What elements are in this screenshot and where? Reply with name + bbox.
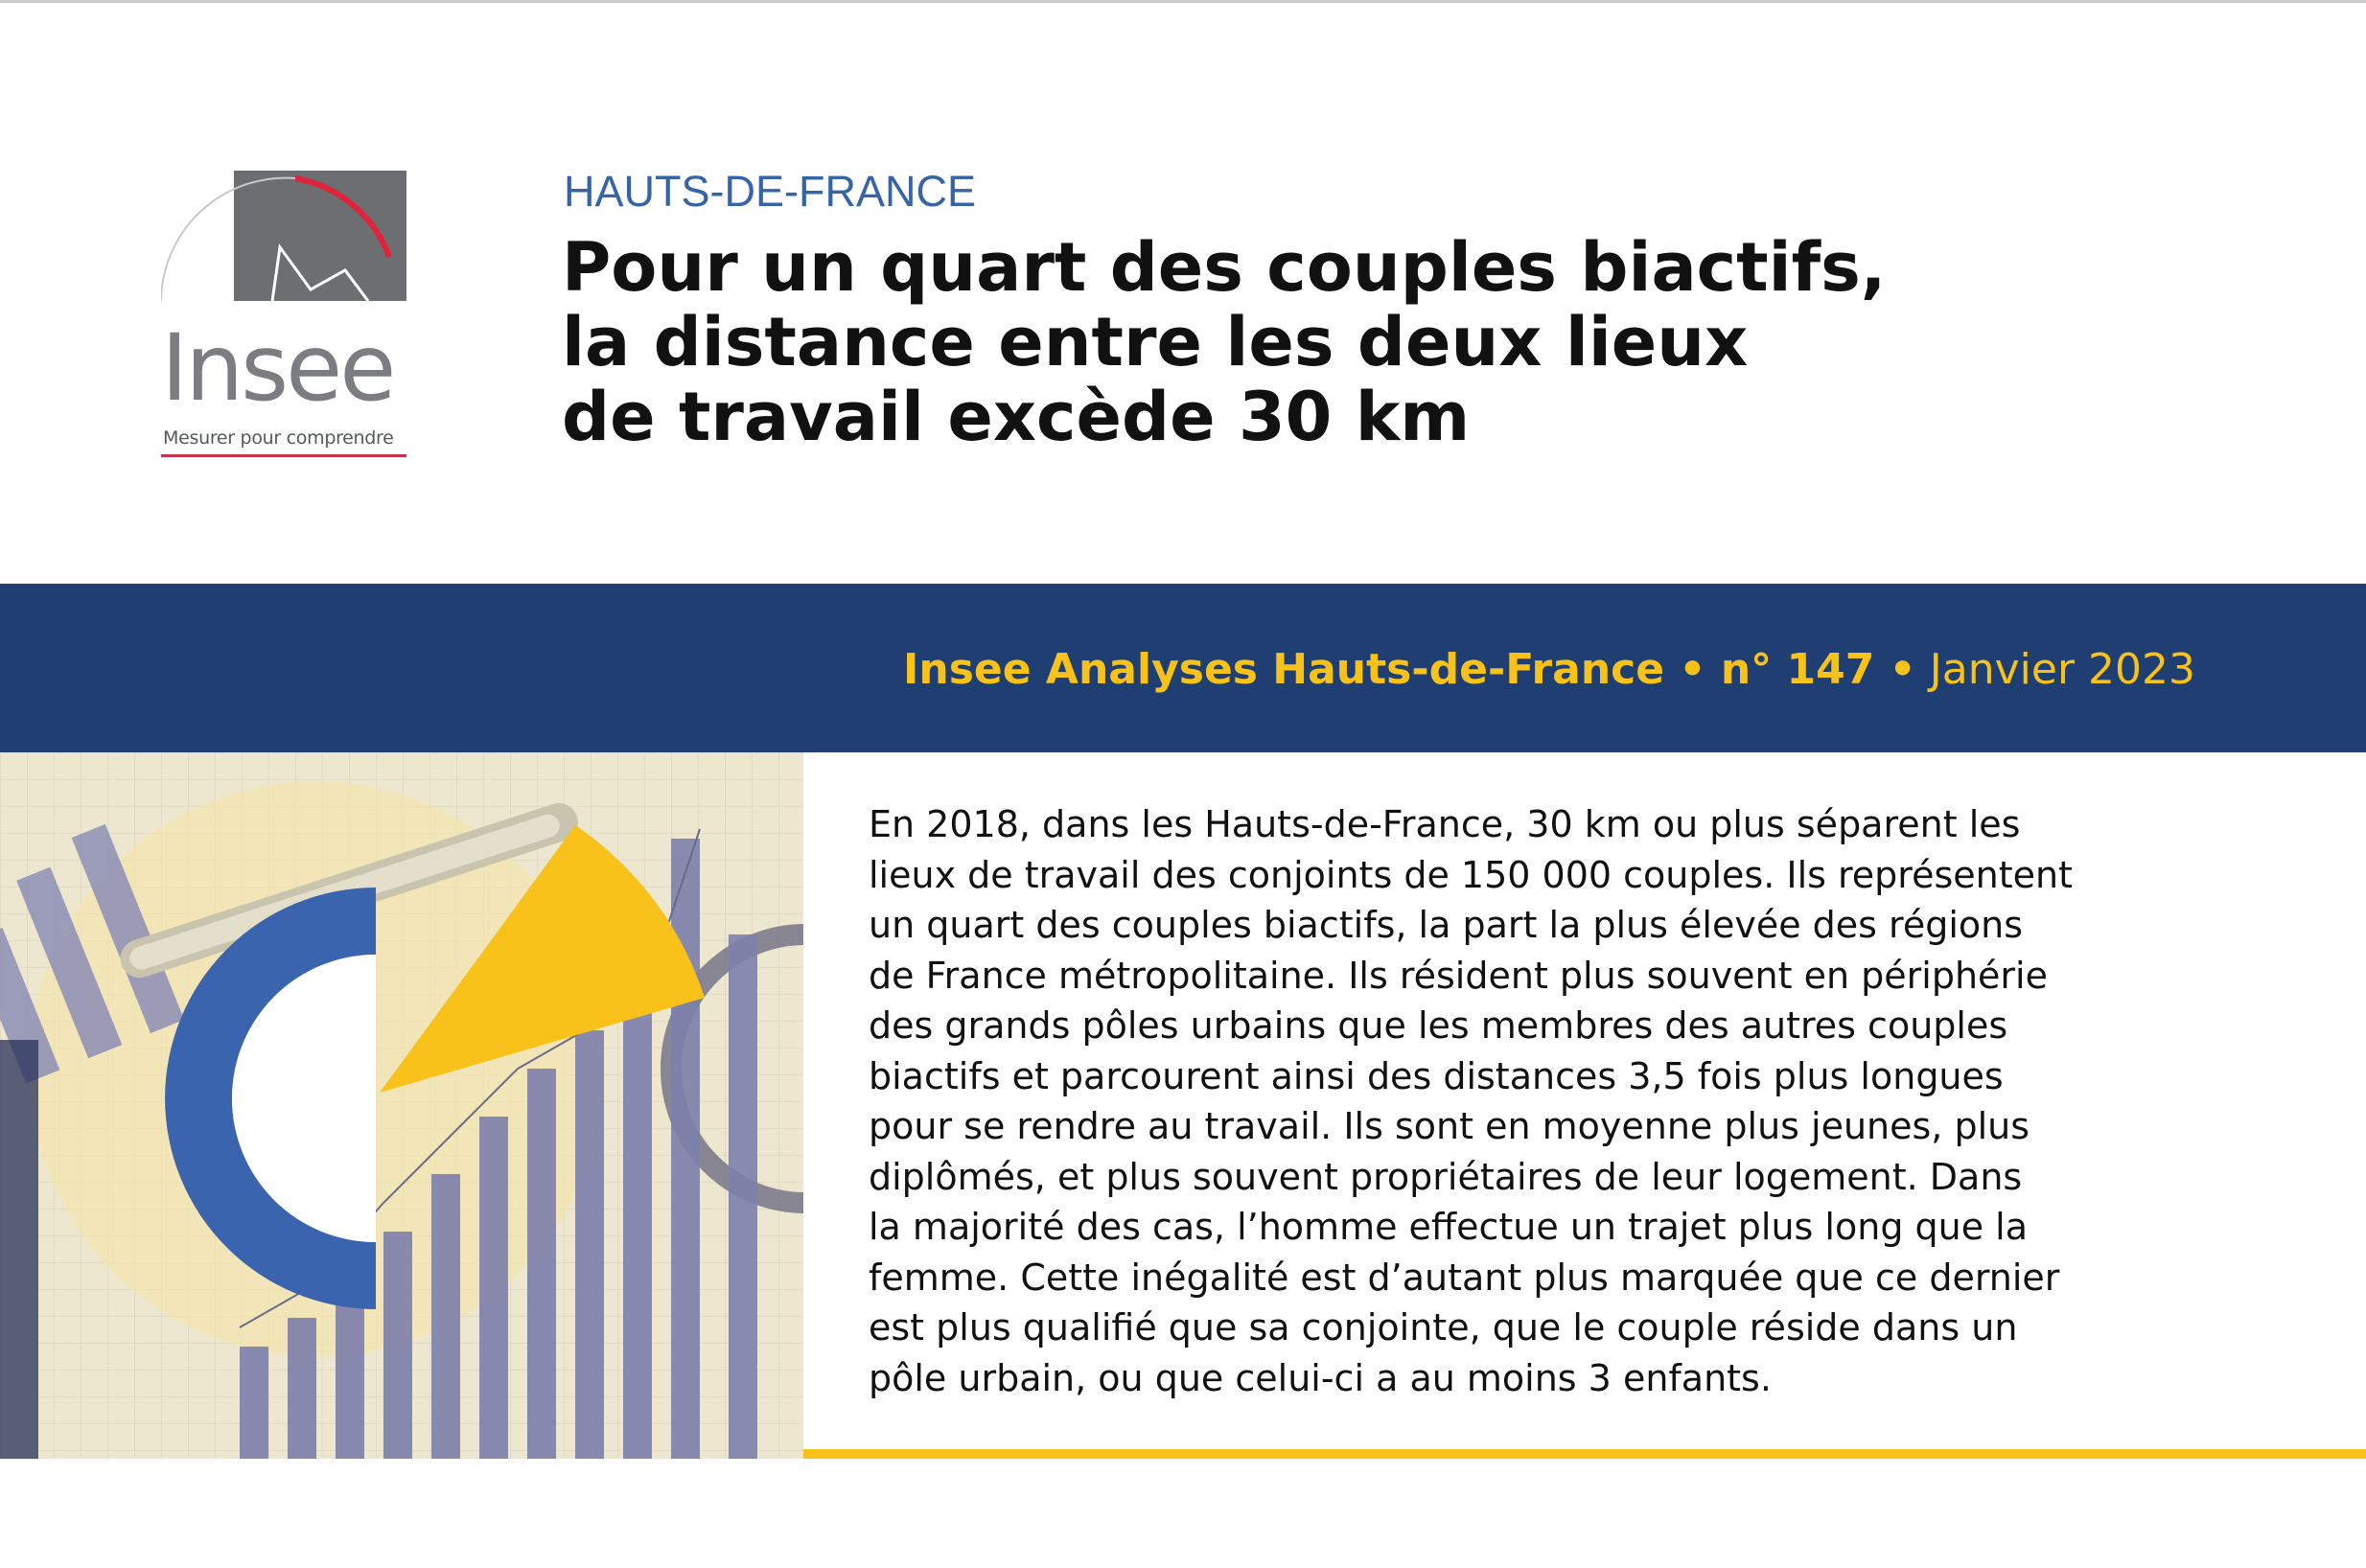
publication-date: Janvier 2023 (1915, 645, 2195, 694)
summary-line: lieux de travail des conjoints de 150 000 couples. Ils représentent (869, 853, 2073, 896)
page-title (562, 230, 2192, 454)
summary-line: un quart des couples biactifs, la part la plus élevée des régions (869, 904, 2024, 946)
title-line: de travail excède 30 km (562, 378, 1471, 456)
top-border (0, 0, 2366, 3)
logo-wordmark: Insee (161, 314, 394, 422)
insee-logo (161, 171, 410, 458)
publication-reference (903, 645, 2195, 694)
logo-tagline: Mesurer pour comprendre (163, 427, 394, 449)
summary-line: pôle urbain, ou que celui-ci a au moins 3 enfants. (869, 1356, 1772, 1399)
summary-line: biactifs et parcourent ainsi des distances 3,5 fois plus longues (869, 1054, 2004, 1097)
chart-collage-illustration (0, 752, 803, 1459)
summary-line: la majorité des cas, l’homme effectue un trajet plus long que la (869, 1206, 2029, 1248)
summary-line: femme. Cette inégalité est d’autant plus marquée que ce dernier (869, 1256, 2060, 1299)
bottom-accent-rule (803, 1449, 2366, 1459)
title-line: la distance entre les deux lieux (562, 303, 1749, 381)
summary-line: pour se rendre au travail. Ils sont en moyenne plus jeunes, plus (869, 1105, 2030, 1147)
summary-line: est plus qualifié que sa conjointe, que le couple réside dans un (869, 1306, 2018, 1349)
summary-line: diplômés, et plus souvent propriétaires de leur logement. Dans (869, 1155, 2023, 1198)
logo-underline (161, 454, 406, 457)
publication-series: Insee Analyses Hauts-de-France • n° 147 • (903, 645, 1916, 694)
chart-collage-icon (0, 752, 803, 1459)
summary-line: de France métropolitaine. Ils résident plus souvent en périphérie (869, 954, 2048, 997)
summary-line: En 2018, dans les Hauts-de-France, 30 km ou plus séparent les (869, 803, 2021, 845)
summary-paragraph (869, 799, 2230, 1403)
region-label: HAUTS-DE-FRANCE (564, 167, 977, 216)
title-line: Pour un quart des couples biactifs, (562, 228, 1887, 307)
summary-line: des grands pôles urbains que les membres des autres couples (869, 1004, 2008, 1047)
insee-logo-icon (161, 171, 410, 334)
publication-band (0, 584, 2366, 752)
